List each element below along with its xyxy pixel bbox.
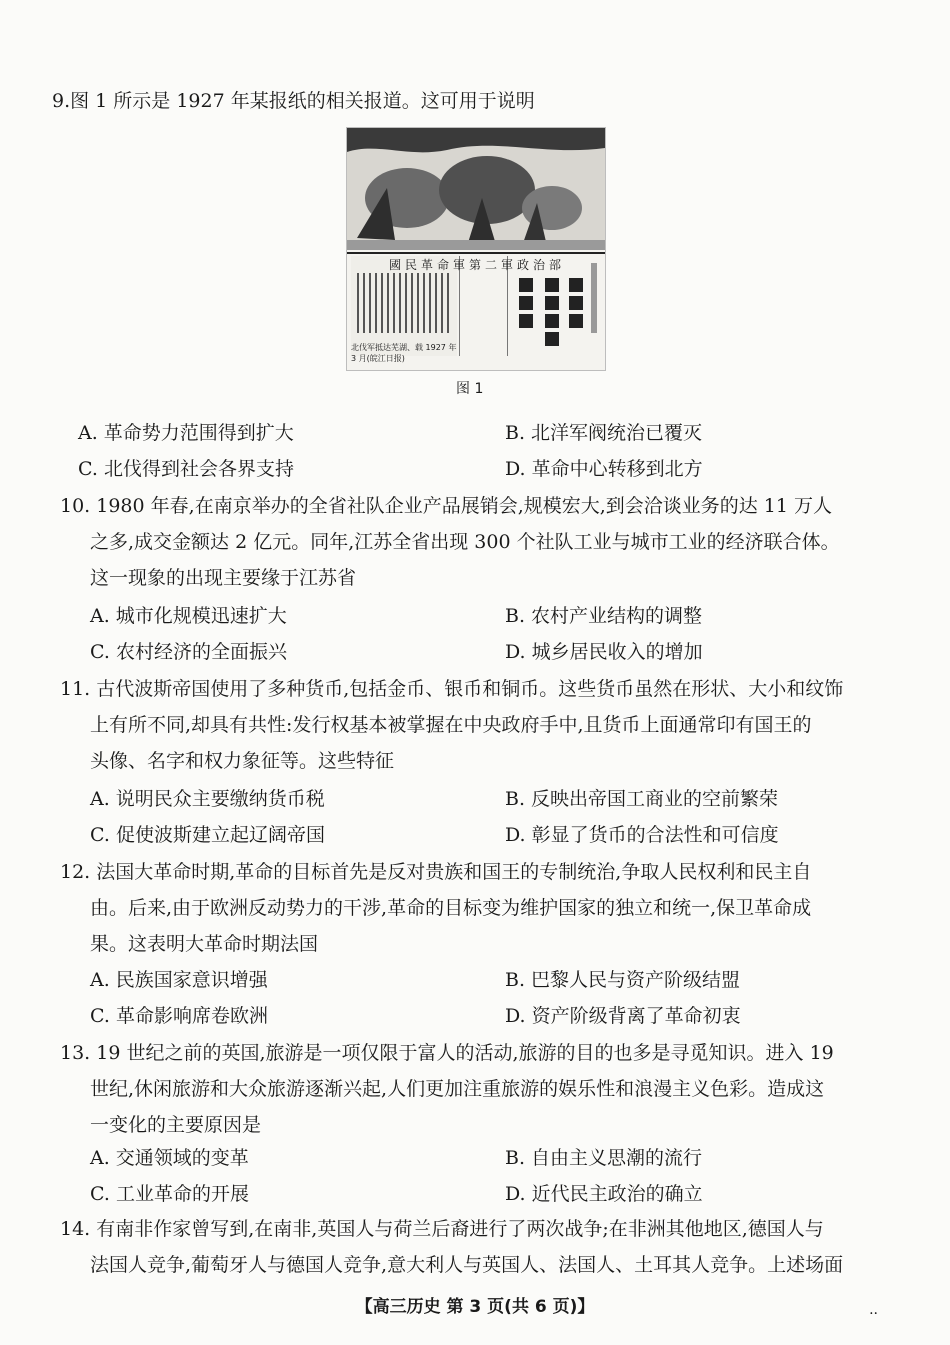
q10-option-d: D. 城乡居民收入的增加	[505, 641, 703, 663]
q14-line-1: 14. 有南非作家曾写到,在南非,英国人与荷兰后裔进行了两次战争;在非洲其他地区,德国人与	[60, 1218, 824, 1240]
q13-option-d: D. 近代民主政治的确立	[505, 1183, 703, 1205]
q13-line-1: 13. 19 世纪之前的英国,旅游是一项仅限于富人的活动,旅游的目的也多是寻觅知识。进入 19	[60, 1042, 834, 1064]
q12-option-b: B. 巴黎人民与资产阶级结盟	[505, 969, 741, 991]
q10-line-1: 10. 1980 年春,在南京举办的全省社队企业产品展销会,规模宏大,到会洽谈业务的达 11 万人	[60, 495, 833, 517]
figure-caption-text: 北伐军抵达芜湖、载 1927 年 3 月(皖江日报)	[351, 343, 457, 363]
q9-option-a: A. 革命势力范围得到扩大	[78, 422, 294, 444]
q10-option-b: B. 农村产业结构的调整	[505, 605, 703, 627]
q13-option-c: C. 工业革命的开展	[90, 1183, 249, 1205]
page-footer: 【高三历史 第 3 页(共 6 页)】	[355, 1297, 595, 1317]
q14-line-2: 法国人竞争,葡萄牙人与德国人竞争,意大利人与英国人、法国人、土耳其人竞争。上述场面	[90, 1254, 844, 1276]
q12-option-c: C. 革命影响席卷欧洲	[90, 1005, 268, 1027]
q11-option-c: C. 促使波斯建立起辽阔帝国	[90, 824, 325, 846]
q11-option-b: B. 反映出帝国工商业的空前繁荣	[505, 788, 779, 810]
q9-option-c: C. 北伐得到社会各界支持	[78, 458, 294, 480]
newspaper-photo-image	[347, 128, 605, 370]
q10-option-c: C. 农村经济的全面振兴	[90, 641, 287, 663]
q11-line-1: 11. 古代波斯帝国使用了多种货币,包括金币、银币和铜币。这些货币虽然在形状、大小和纹饰	[60, 678, 844, 700]
q12-line-3: 果。这表明大革命时期法国	[90, 933, 319, 955]
q13-line-3: 一变化的主要原因是	[90, 1114, 262, 1136]
figure-header-text: 國民革命軍第二軍政治部	[388, 258, 565, 272]
q12-line-2: 由。后来,由于欧洲反动势力的干涉,革命的目标变为维护国家的独立和统一,保卫革命成	[90, 897, 812, 919]
q9-option-d: D. 革命中心转移到北方	[505, 458, 703, 480]
footer-mark: ..	[869, 1302, 878, 1318]
figure-label: 图 1	[456, 381, 484, 397]
q10-line-3: 这一现象的出现主要缘于江苏省	[90, 567, 357, 589]
q11-option-a: A. 说明民众主要缴纳货币税	[90, 788, 325, 810]
q13-option-b: B. 自由主义思潮的流行	[505, 1147, 703, 1169]
newspaper-figure	[346, 127, 606, 371]
q12-option-a: A. 民族国家意识增强	[90, 969, 268, 991]
q12-option-d: D. 资产阶级背离了革命初衷	[505, 1005, 741, 1027]
q11-option-d: D. 彰显了货币的合法性和可信度	[505, 824, 779, 846]
q9-option-b: B. 北洋军阀统治已覆灭	[505, 422, 703, 444]
q12-line-1: 12. 法国大革命时期,革命的目标首先是反对贵族和国王的专制统治,争取人民权利和民主自	[60, 861, 812, 883]
q10-line-2: 之多,成交金额达 2 亿元。同年,江苏全省出现 300 个社队工业与城市工业的经济联合体。	[90, 531, 840, 553]
q11-line-3: 头像、名字和权力象征等。这些特征	[90, 750, 395, 772]
q13-line-2: 世纪,休闲旅游和大众旅游逐渐兴起,人们更加注重旅游的娱乐性和浪漫主义色彩。造成这	[90, 1078, 825, 1100]
q10-option-a: A. 城市化规模迅速扩大	[90, 605, 287, 627]
q9-stem: 9.图 1 所示是 1927 年某报纸的相关报道。这可用于说明	[52, 90, 535, 112]
q13-option-a: A. 交通领域的变革	[90, 1147, 249, 1169]
q11-line-2: 上有所不同,却具有共性:发行权基本被掌握在中央政府手中,且货币上面通常印有国王的	[90, 714, 812, 736]
